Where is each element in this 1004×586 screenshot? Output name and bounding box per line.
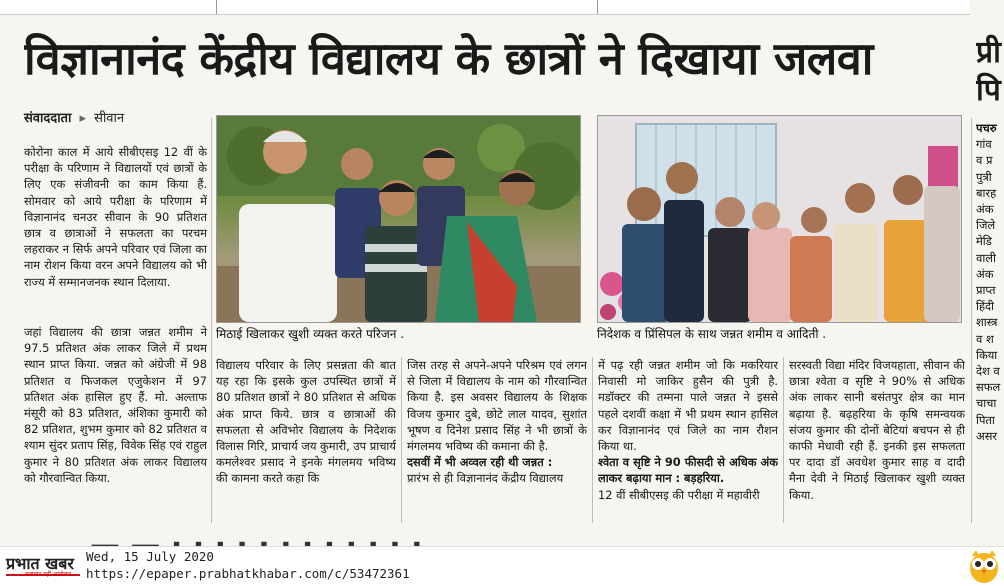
photo1-caption: मिठाई खिलाकर खुशी व्यक्त करते परिजन . xyxy=(216,327,405,341)
sidebar-line: देश व xyxy=(976,364,1000,379)
logo-tagline: अख़बार नहीं आंदोलन xyxy=(24,571,72,578)
subheading-shweta-srishti: श्वेता व सृष्टि ने 90 फीसदी से अधिक अंक लाकर बढ़ाया मान : बड़हरिया. xyxy=(598,455,778,486)
article-column-4: में पढ़ रही जन्नत शमीम जो कि मकरियार निवासी मो जाकिर हुसैन की पुत्री है. मडॉक्टर की तम्मना पाले जन्नत ने इससे पहले दशवीं कक्षा में भी प्रथम स्थान हासिल कर विज्ञानानंद एवं जिले का नाम रौशन किया था. श्वेता व सृष्टि ने 90 फीसदी से अधिक अंक लाकर बढ़ाया मान : बड़हरिया. 12 वीं सीबीएसइ की परीक्षा में महावीरी xyxy=(598,358,778,502)
logo-text: प्रभात खबर xyxy=(6,554,74,573)
column-divider xyxy=(592,357,593,523)
sidebar-line: गांव xyxy=(976,137,992,152)
sidebar-line: मेडि xyxy=(976,234,992,249)
sidebar-line: सफल xyxy=(976,380,1001,395)
column-divider xyxy=(971,118,972,523)
sidebar-line: शास्त्र xyxy=(976,315,998,330)
article-column-3: जिस तरह से अपने-अपने परिश्रम एवं लगन से जिला में विद्यालय के नाम को गौरवान्वित किया है. इस अवसर विद्यालय के शिक्षक विजय कुमार दुबे, छोटे लाल यादव, सुशांत भूषण व दिनेश प्रसाद सिंह ने भी छात्रों के मंगलमय भविष्य की कमाना की है. दसवीं में भी अव्वल रही थी जन्नत : प्रारंभ से ही विज्ञानानंद केंद्रीय विद्यालय xyxy=(407,358,587,486)
sidebar-line: चाचा xyxy=(976,396,997,411)
article-column-1-bottom: जहां विद्यालय की छात्रा जन्नत शमीम ने 97.5 प्रतिशत अंक लाकर जिले में प्रथम स्थान प्राप्त किया. जन्नत को अंग्रेजी में 98 प्रतिशत व फिजकल एजुकेशन में 97 प्रतिशत अंक हासिल हुए हैं. मो. अल्ताफ मंसूरी को 83 प्रतिशत, अंशिका कुमारी को 82 प्रतिशत, शुभम कुमार को 82 प्रतिशत व श्याम सुंदर प्रताप सिंह, विवेक सिंह एवं राहुल कुमार ने 80 प्रतिशत अंक लाकर विद्यालय को गौरवान्वित किया. xyxy=(24,325,207,485)
sidebar-line: व प्र xyxy=(976,153,993,168)
top-border xyxy=(0,0,970,15)
photo-family-celebration xyxy=(216,115,581,323)
adjacent-article-fragment xyxy=(976,120,1004,444)
sidebar-line: पिता xyxy=(976,412,995,427)
column-divider xyxy=(401,357,402,523)
sidebar-line: असर xyxy=(976,428,998,443)
subheading-jannat: दसवीं में भी अव्वल रही थी जन्नत : xyxy=(407,455,553,470)
sidebar-line: बारह xyxy=(976,185,997,200)
arrow-icon: ▸ xyxy=(79,111,87,126)
byline-place: सीवान xyxy=(94,111,125,126)
sidebar-line: पचरु xyxy=(976,121,997,135)
article-column-2: विद्यालय परिवार के लिए प्रसन्नता की बात यह रहा कि इसके कुल उपस्थित छात्रों में 80 प्रतिशत छात्रों ने 80 प्रतिशत से अधिक अंक प्राप्त किये. छात्र व छात्राओं की सफलता से अविभोर विद्यालय के निदेशक विलास गिरि, प्राचार्य जय कुमारी, उप प्राचार्य कमलेश्वर प्रसाद ने इनके मंगलमय भविष्य की कामना करते कहा कि xyxy=(216,358,396,486)
sidebar-line: प्राप्त xyxy=(976,283,996,298)
edition-date: Wed, 15 July 2020 xyxy=(86,549,214,564)
column-divider xyxy=(211,118,212,523)
photo-school-felicitation xyxy=(597,115,962,323)
byline xyxy=(24,108,124,126)
sidebar-line: अंक xyxy=(976,202,994,217)
article-column-5: सरस्वती विद्या मंदिर विजयहाता, सीवान की छात्रा श्वेता व सृष्टि ने 90% से अधिक अंक लाकर सानी बसंतपुर क्षेत्र का मान बढ़ाया है. बढ़हरिया के कृषि समन्वयक संजय कुमार की दोनों बेटियां बचपन से ही काफी मेधावी रही हैं. इनकी इस सफलता पर दादा डॉ अवधेश कुमार साह व दादी मैना देवी ने मिठाई खिलाकर खुशी व्यक्त किया. xyxy=(789,358,965,502)
sidebar-line: व श xyxy=(976,331,994,346)
owl-mascot-icon xyxy=(968,548,1000,584)
photo-school-illustration xyxy=(598,116,961,322)
article-column-1-top: कोरोना काल में आये सीबीएसइ 12 वीं के परीक्षा के परिणाम ने विद्यालयों एवं छात्रों के लिए एक संजीवनी का काम किया हैं. सोमवार को आये परीक्षा के परिणाम में विज्ञानानंद चनउर सीवान के 90 प्रतिशत छात्र व छात्राओं ने सफलता का परचम लहराकर न सिर्फ अपने परिवार एवं जिला का नाम रोशन किया वरन अपने विद्यालय को भी राज्य में सम्मानजनक स्थान दिलाया. xyxy=(24,145,207,289)
sidebar-line: वाली xyxy=(976,250,996,265)
sidebar-line: पुत्री xyxy=(976,169,992,184)
photo2-caption: निदेशक व प्रिंसिपल के साथ जन्नत शमीम व आदिती . xyxy=(597,327,827,341)
sidebar-line: किया xyxy=(976,347,998,362)
sidebar-line: हिंदी xyxy=(976,299,994,314)
column-divider xyxy=(783,357,784,523)
sidebar-line: जिले xyxy=(976,218,996,233)
adjacent-headline: प्री पि xyxy=(976,35,1001,108)
byline-author: संवाददाता xyxy=(24,111,72,126)
headline: विज्ञानानंद केंद्रीय विद्यालय के छात्रों ने दिखाया जलवा xyxy=(24,32,873,85)
edition-url[interactable]: https://epaper.prabhatkhabar.com/c/53472361 xyxy=(86,566,410,581)
photo-family-illustration xyxy=(217,116,580,322)
sidebar-line: अंक xyxy=(976,266,994,281)
